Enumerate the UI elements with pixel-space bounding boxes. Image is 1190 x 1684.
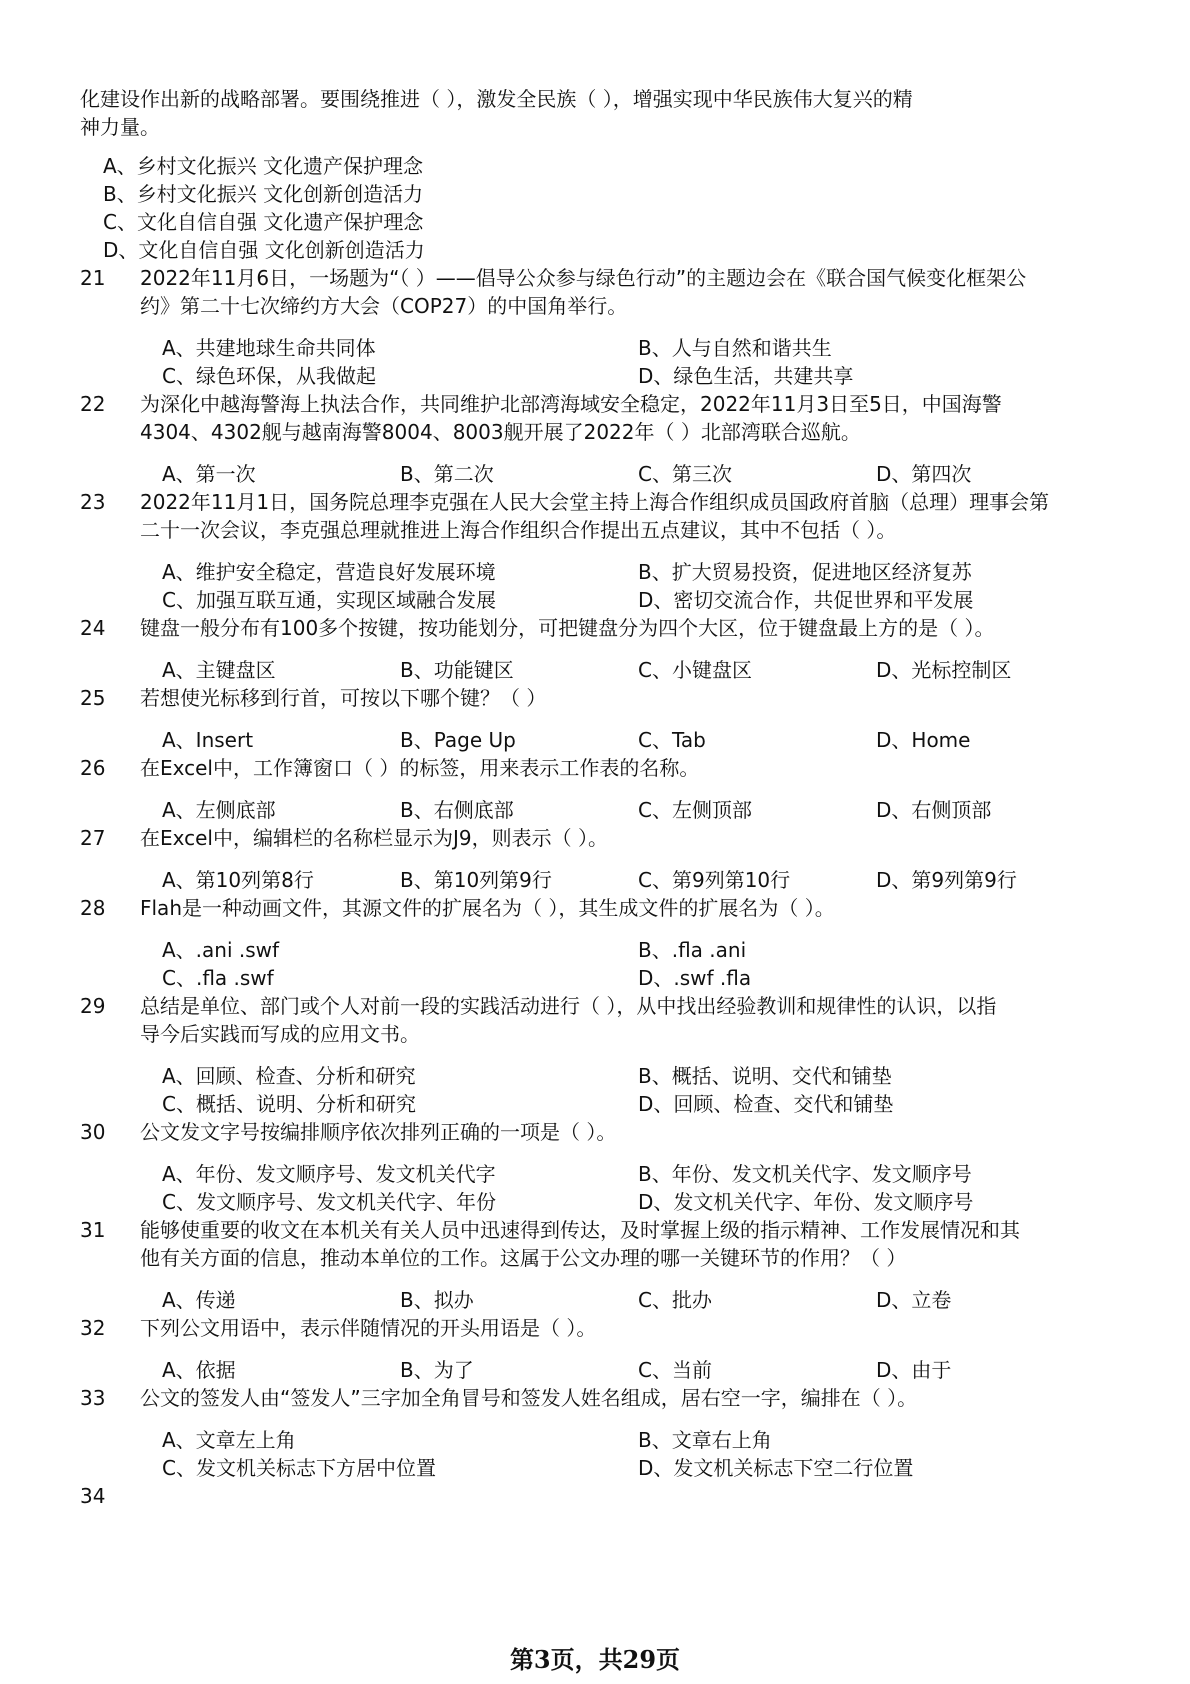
- option-c: C、第9列第10行: [638, 868, 791, 892]
- option-b: B、为了: [400, 1358, 474, 1382]
- option-d: D、由于: [876, 1358, 952, 1382]
- option-b: B、人与自然和谐共生: [638, 336, 832, 360]
- option-b: B、右侧底部: [400, 798, 514, 822]
- question-number: 22: [80, 392, 106, 416]
- option-c: C、小键盘区: [638, 658, 752, 682]
- question-text: 他有关方面的信息，推动本单位的工作。这属于公文办理的哪一关键环节的作用？（ ）: [140, 1246, 907, 1270]
- intro-option-d: D、文化自信自强 文化创新创造活力: [103, 238, 425, 262]
- option-d: D、右侧顶部: [876, 798, 992, 822]
- question-text: 若想使光标移到行首，可按以下哪个键？（ ）: [140, 686, 547, 710]
- page-footer: 第3页，共29页: [509, 1645, 681, 1674]
- option-b: B、.fla .ani: [638, 938, 747, 962]
- option-c: C、批办: [638, 1288, 712, 1312]
- question-number: 21: [80, 266, 106, 290]
- option-c: C、发文顺序号、发文机关代字、年份: [162, 1190, 496, 1214]
- option-c: C、Tab: [638, 728, 706, 752]
- option-a: A、共建地球生命共同体: [162, 336, 376, 360]
- option-b: B、年份、发文机关代字、发文顺序号: [638, 1162, 972, 1186]
- question-number: 33: [80, 1386, 106, 1410]
- question-text: 2022年11月6日，一场题为“（ ）——倡导公众参与绿色行动”的主题边会在《联合国气候变化框架公: [140, 266, 1027, 290]
- intro-line-1: 化建设作出新的战略部署。要围绕推进（ ），激发全民族（ ），增强实现中华民族伟大复兴的精: [80, 87, 913, 111]
- option-b: B、概括、说明、交代和铺垫: [638, 1064, 892, 1088]
- option-c: C、发文机关标志下方居中位置: [162, 1456, 436, 1480]
- question-text: 下列公文用语中，表示伴随情况的开头用语是（ ）。: [140, 1316, 597, 1340]
- question-text: 导今后实践而写成的应用文书。: [140, 1022, 420, 1046]
- option-d: D、立卷: [876, 1288, 952, 1312]
- option-b: B、文章右上角: [638, 1428, 772, 1452]
- option-a: A、主键盘区: [162, 658, 276, 682]
- option-a: A、传递: [162, 1288, 236, 1312]
- question-number: 26: [80, 756, 106, 780]
- intro-line-2: 神力量。: [80, 115, 160, 139]
- question-text: 公文发文字号按编排顺序依次排列正确的一项是（ ）。: [140, 1120, 617, 1144]
- question-number: 23: [80, 490, 106, 514]
- question-text: 为深化中越海警海上执法合作，共同维护北部湾海域安全稳定，2022年11月3日至5日，中国海警: [140, 392, 1002, 416]
- option-c: C、加强互联互通，实现区域融合发展: [162, 588, 496, 612]
- question-text: 在Excel中，工作簿窗口（ ）的标签，用来表示工作表的名称。: [140, 756, 700, 780]
- question-text: 在Excel中，编辑栏的名称栏显示为J9，则表示（ ）。: [140, 826, 608, 850]
- question-number: 29: [80, 994, 106, 1018]
- option-d: D、第四次: [876, 462, 972, 486]
- option-a: A、Insert: [162, 728, 254, 752]
- option-a: A、第一次: [162, 462, 256, 486]
- option-b: B、第10列第9行: [400, 868, 552, 892]
- question-text: 总结是单位、部门或个人对前一段的实践活动进行（ ），从中找出经验教训和规律性的认识，以指: [140, 994, 997, 1018]
- option-b: B、扩大贸易投资，促进地区经济复苏: [638, 560, 972, 584]
- question-number: 31: [80, 1218, 106, 1242]
- intro-option-b: B、乡村文化振兴 文化创新创造活力: [103, 182, 424, 206]
- question-text: Flah是一种动画文件，其源文件的扩展名为（ ），其生成文件的扩展名为（ ）。: [140, 896, 835, 920]
- option-c: C、绿色环保，从我做起: [162, 364, 376, 388]
- option-d: D、密切交流合作，共促世界和平发展: [638, 588, 974, 612]
- question-number: 27: [80, 826, 106, 850]
- question-text: 2022年11月1日，国务院总理李克强在人民大会堂主持上海合作组织成员国政府首脑（总理）理事会第: [140, 490, 1050, 514]
- option-c: C、第三次: [638, 462, 732, 486]
- intro-option-a: A、乡村文化振兴 文化遗产保护理念: [103, 154, 424, 178]
- question-number: 34: [80, 1484, 106, 1508]
- option-d: D、绿色生活，共建共享: [638, 364, 854, 388]
- option-b: B、拟办: [400, 1288, 474, 1312]
- option-a: A、文章左上角: [162, 1428, 296, 1452]
- option-c: C、.fla .swf: [162, 966, 274, 990]
- option-a: A、依据: [162, 1358, 236, 1382]
- option-d: D、发文机关代字、年份、发文顺序号: [638, 1190, 974, 1214]
- option-a: A、.ani .swf: [162, 938, 280, 962]
- question-text: 二十一次会议，李克强总理就推进上海合作组织合作提出五点建议，其中不包括（ ）。: [140, 518, 897, 542]
- option-c: C、概括、说明、分析和研究: [162, 1092, 416, 1116]
- option-a: A、维护安全稳定，营造良好发展环境: [162, 560, 496, 584]
- question-number: 30: [80, 1120, 106, 1144]
- option-d: D、Home: [876, 728, 971, 752]
- option-a: A、左侧底部: [162, 798, 276, 822]
- question-text: 4304、4302舰与越南海警8004、8003舰开展了2022年（ ）北部湾联合巡航。: [140, 420, 861, 444]
- question-number: 24: [80, 616, 106, 640]
- question-text: 公文的签发人由“签发人”三字加全角冒号和签发人姓名组成，居右空一字，编排在（ ）。: [140, 1386, 918, 1410]
- option-d: D、发文机关标志下空二行位置: [638, 1456, 914, 1480]
- question-number: 28: [80, 896, 106, 920]
- question-text: 能够使重要的收文在本机关有关人员中迅速得到传达，及时掌握上级的指示精神、工作发展情况和其: [140, 1218, 1020, 1242]
- option-b: B、第二次: [400, 462, 494, 486]
- option-d: D、光标控制区: [876, 658, 1012, 682]
- question-number: 25: [80, 686, 106, 710]
- option-b: B、功能键区: [400, 658, 514, 682]
- option-a: A、第10列第8行: [162, 868, 314, 892]
- option-a: A、回顾、检查、分析和研究: [162, 1064, 416, 1088]
- question-number: 32: [80, 1316, 106, 1340]
- intro-option-c: C、文化自信自强 文化遗产保护理念: [103, 210, 424, 234]
- option-c: C、当前: [638, 1358, 712, 1382]
- option-d: D、第9列第9行: [876, 868, 1017, 892]
- question-text: 约》第二十七次缔约方大会（COP27）的中国角举行。: [140, 294, 628, 318]
- option-a: A、年份、发文顺序号、发文机关代字: [162, 1162, 496, 1186]
- option-c: C、左侧顶部: [638, 798, 752, 822]
- option-b: B、Page Up: [400, 728, 516, 752]
- option-d: D、.swf .fla: [638, 966, 752, 990]
- option-d: D、回顾、检查、交代和铺垫: [638, 1092, 894, 1116]
- question-text: 键盘一般分布有100多个按键，按功能划分，可把键盘分为四个大区，位于键盘最上方的是（ ）。: [140, 616, 995, 640]
